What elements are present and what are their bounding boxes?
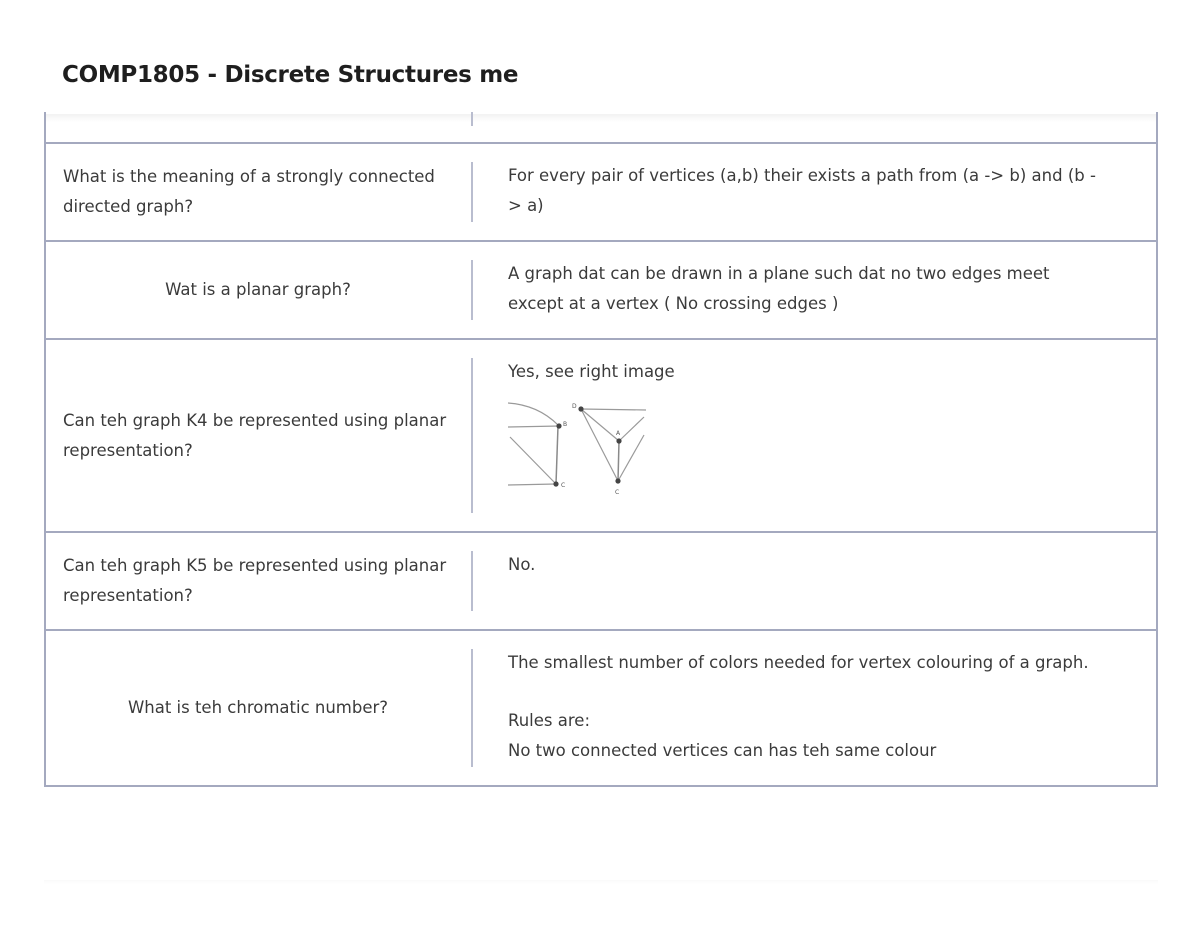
question-cell [63, 533, 453, 629]
column-divider [471, 358, 473, 513]
vertex-d [578, 406, 583, 411]
answer-cell [508, 550, 1108, 580]
k4-planar-graph-image [508, 395, 646, 499]
flashcard-table [44, 112, 1158, 787]
label-b: B [563, 421, 568, 428]
answer-text: Yes, see right image [508, 362, 675, 381]
answer-text: Rules are: [508, 711, 591, 730]
vertex-a [616, 438, 621, 443]
answer-cell [508, 161, 1108, 221]
answer-text: No two connected vertices can has teh same colour [508, 741, 937, 760]
question-cell [63, 242, 453, 338]
question-cell [63, 144, 453, 240]
question-cell [63, 631, 453, 785]
table-row [46, 629, 1156, 785]
document-title: COMP1805 - Discrete Structures me [62, 62, 519, 88]
answer-text: No. [508, 555, 536, 574]
label-c: C [615, 489, 620, 496]
page-footer-shadow [44, 880, 1158, 884]
question-text: What is teh chromatic number? [127, 698, 389, 717]
column-divider [471, 260, 473, 320]
answer-cell [508, 259, 1108, 319]
question-cell [63, 340, 453, 531]
column-divider [471, 162, 473, 222]
answer-text: For every pair of vertices (a,b) their exists a path from (a -> b) and (b -> a) [508, 166, 1096, 215]
label-a: A [616, 430, 621, 437]
question-text: Can teh graph K4 be represented using planar representation? [63, 410, 447, 460]
vertex-c [615, 478, 620, 483]
label-c-left: C [561, 482, 566, 489]
table-row [46, 338, 1156, 531]
label-d: D [572, 403, 577, 410]
table-row [46, 142, 1156, 240]
column-divider [471, 649, 473, 767]
question-text: Can teh graph K5 be represented using planar representation? [63, 556, 447, 605]
column-divider [471, 112, 473, 126]
vertex-c-left [553, 481, 558, 486]
vertex-b-left [556, 423, 561, 428]
answer-cell [508, 648, 1108, 766]
answer-cell [508, 357, 1108, 499]
table-row [46, 240, 1156, 338]
answer-text: A graph dat can be drawn in a plane such dat no two edges meet except at a vertex ( No crossing edges ) [508, 264, 1050, 313]
answer-text: The smallest number of colors needed for vertex colouring of a graph. [508, 653, 1089, 672]
question-text: What is the meaning of a strongly connected directed graph? [63, 167, 435, 216]
column-divider [471, 551, 473, 611]
question-text: Wat is a planar graph? [165, 280, 351, 299]
table-row-partial [46, 112, 1156, 142]
table-row [46, 531, 1156, 629]
